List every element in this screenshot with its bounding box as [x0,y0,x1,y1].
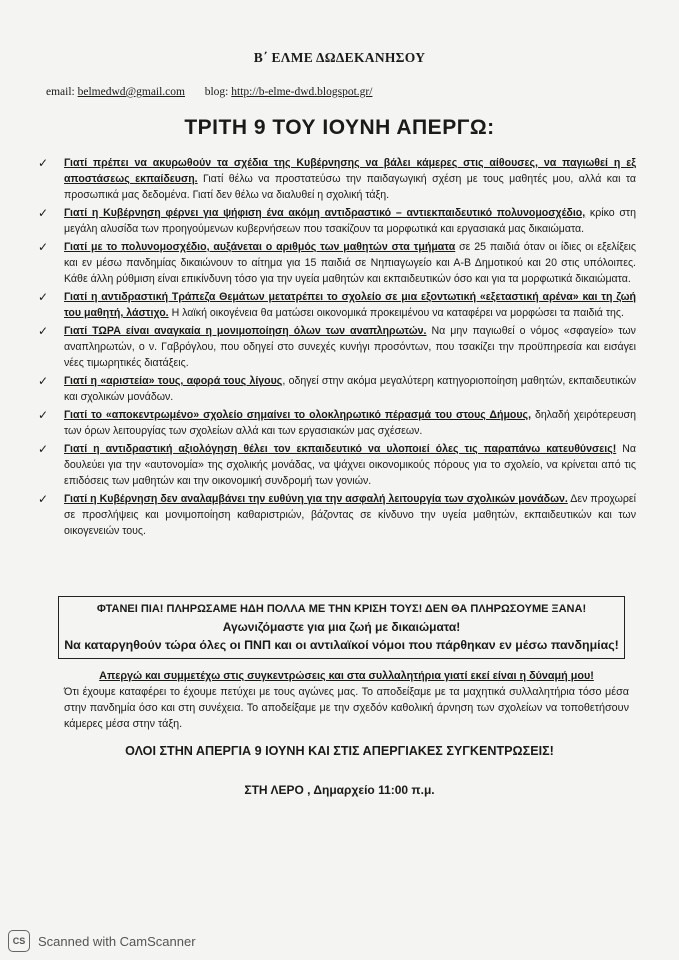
scanner-watermark [8,930,196,952]
reason-item [36,155,636,203]
strike-slogan: ΟΛΟΙ ΣΤΗΝ ΑΠΕΡΓΙΑ 9 ΙΟΥΝΗ ΚΑΙ ΣΤΙΣ ΑΠΕΡΓΙΑΚΕΣ ΣΥΓΚΕΝΤΡΩΣΕΙΣ! [125,744,554,758]
reason-item [36,441,636,489]
reason-item [36,491,636,539]
reason-item [36,205,636,237]
reason-lead: Γιατί η Κυβέρνηση φέρνει για ψήφιση ένα ακόμη αντιδραστικό – αντιεκπαιδευτικό πολυνομοσχέδιο, [64,207,586,219]
reason-text: Να μην παγιωθεί ο νόμος «σφαγείο» των αναπληρωτών, ο ν. Γαβρόγλου, που οδηγεί στο συνεχές κυνήγι προσόντων, που τσακίζει την προϋπηρεσία και εισάγει νέες τιμωρητικές διατάξεις. [64,325,636,369]
checkmark-icon: ✓ [38,408,49,422]
reasons-list [36,155,636,541]
reason-item [36,373,636,405]
reason-item [36,289,636,321]
rally-location: ΣΤΗ ΛΕΡΟ , Δημαρχείο 11:00 π.μ. [244,783,435,797]
reason-lead: Γιατί η αντιδραστική αξιολόγηση θέλει τον εκπαιδευτικό να υλοποιεί όλες τις παραπάνω κατευθύνσεις! [64,443,617,455]
organization-name: Β΄ ΕΛΜΕ ΔΩΔΕΚΑΝΗΣΟΥ [253,50,426,65]
reason-lead: Γιατί ΤΩΡΑ είναι αναγκαία η μονιμοποίηση όλων των αναπληρωτών. [64,325,427,337]
reason-text: Γιατί θέλω να προστατεύσω την παιδαγωγική σχέση με τους μαθητές μου, αλλά και τα προσωπικά μας δεδομένα. Γιατί δεν θέλω να διαλυθεί η σχολική τάξη. [64,173,636,201]
checkmark-icon: ✓ [38,374,49,388]
blog-link[interactable]: http://b-elme-dwd.blogspot.gr/ [231,86,373,98]
reason-text: Δεν προχωρεί σε προσλήψεις και μονιμοποίηση καθαριστριών, βάζοντας σε κίνδυνο την υγεία μαθητών, εκπαιδευτικών και των οικογενειών τους. [64,493,636,537]
reason-lead: Γιατί η αντιδραστική Τράπεζα Θεμάτων μετατρέπει το σχολείο σε μια εξοντωτική «εξεταστική αρένα» και τη ζωή του μαθητή, λάστιχο. [64,291,636,319]
demand-line-2: Αγωνιζόμαστε για μια ζωή με δικαιώματα! [222,620,461,634]
demand-line-3: Να καταργηθούν τώρα όλες οι ΠΝΠ και οι αντιλαϊκοί νόμοι που πάρθηκαν εν μέσω πανδημίας! [64,638,619,652]
closing-lead: Απεργώ και συμμετέχω στις συγκεντρώσεις και στα συλλαλητήρια γιατί εκεί είναι η δύναμή μου! [99,670,594,682]
reason-item [36,407,636,439]
checkmark-icon: ✓ [38,492,49,506]
reason-lead: Γιατί το «αποκεντρωμένο» σχολείο σημαίνει το ολοκληρωτικό πέρασμά του στους Δήμους, [64,409,532,421]
reason-lead: Γιατί η Κυβέρνηση δεν αναλαμβάνει την ευθύνη για την ασφαλή λειτουργία των σχολικών μονάδων. [64,493,568,505]
reason-lead: Γιατί πρέπει να ακυρωθούν τα σχέδια της Κυβέρνησης να βάλει κάμερες στις αίθουσες, να παγιωθεί η εξ αποστάσεως εκπαίδευση. [64,157,636,185]
camscanner-logo-icon: CS [8,930,30,952]
email-link[interactable]: belmedwd@gmail.com [77,86,185,98]
page-title: ΤΡΙΤΗ 9 ΤΟΥ ΙΟΥΝΗ ΑΠΕΡΓΩ: [184,116,495,139]
reason-item [36,239,636,287]
reason-text: κρίκο στη μεγάλη αλυσίδα των προηγούμενων κυβερνήσεων που τσακίζουν τα μορφωτικά και εργασιακά μας δικαιώματα. [64,207,636,235]
closing-section [64,668,629,732]
reason-lead: Γιατί η «αριστεία» τους, αφορά τους λίγους [64,375,283,387]
scanner-text: Scanned with CamScanner [38,933,196,949]
checkmark-icon: ✓ [38,324,49,338]
reason-item [36,323,636,371]
checkmark-icon: ✓ [38,206,49,220]
checkmark-icon: ✓ [38,240,49,254]
email-label: email: [46,86,75,98]
reason-text: σε 25 παιδιά όταν οι ίδιες οι εξελίξεις και εν μέσω πανδημίας δικαιώνουν το αίτημα για 15 παιδιά σε Νηπιαγωγείο και Α-Β Δημοτικού και 20 στις υπόλοιπες. Κάθε άλλη ρύθμιση είναι επικίνδυνη τόσο για την υγεία μαθητών και εκπαιδευτικών όσο και για τα μορφωτικά δικαιώματα. [64,241,636,285]
reason-text: , οδηγεί στην ακόμα μεγαλύτερη κατηγοριοποίηση μαθητών, εκπαιδευτικών και σχολικών μονάδων. [64,375,637,403]
reason-lead: Γιατί με το πολυνομοσχέδιο, αυξάνεται ο αριθμός των μαθητών στα τμήματα [64,241,456,253]
contact-line [46,86,372,98]
checkmark-icon: ✓ [38,290,49,304]
reason-text: Να δουλεύει για την «αυτονομία» της σχολικής μονάδας, να ψάχνει οικονομικούς πόρους για το σχολείο, να κρίνεται από τις επιδόσεις των μαθητών και την οικονομική συνδρομή των γονιών. [64,443,637,487]
checkmark-icon: ✓ [38,442,49,456]
reason-text: δηλαδή χειρότερευση των όρων λειτουργίας των σχολείων αλλά και των εργασιακών μας σχέσεων. [64,409,636,437]
demands-box [58,596,625,659]
reason-text: Η λαϊκή οικογένεια θα ματώσει οικονομικά προκειμένου να καταφέρει να μορφώσει τα παιδιά της. [168,307,624,319]
demand-line-1: ΦΤΑΝΕΙ ΠΙΑ! ΠΛΗΡΩΣΑΜΕ ΗΔΗ ΠΟΛΛΑ ΜΕ ΤΗΝ ΚΡΙΣΗ ΤΟΥΣ! ΔΕΝ ΘΑ ΠΛΗΡΩΣΟΥΜΕ ΞΑΝΑ! [96,603,587,615]
closing-paragraph: Ότι έχουμε καταφέρει το έχουμε πετύχει με τους αγώνες μας. Το αποδείξαμε με τα μαχητικά συλλαλητήρια τόσο μέσα στην πανδημία όσο και στη συνέχεια. Το αποδείξαμε με την σχεδόν καθολική άρνηση των σχολείων να τοποθετήσουν κάμερες μέσα στην τάξη. [64,686,629,730]
checkmark-icon: ✓ [38,156,49,170]
blog-label: blog: [204,86,229,98]
